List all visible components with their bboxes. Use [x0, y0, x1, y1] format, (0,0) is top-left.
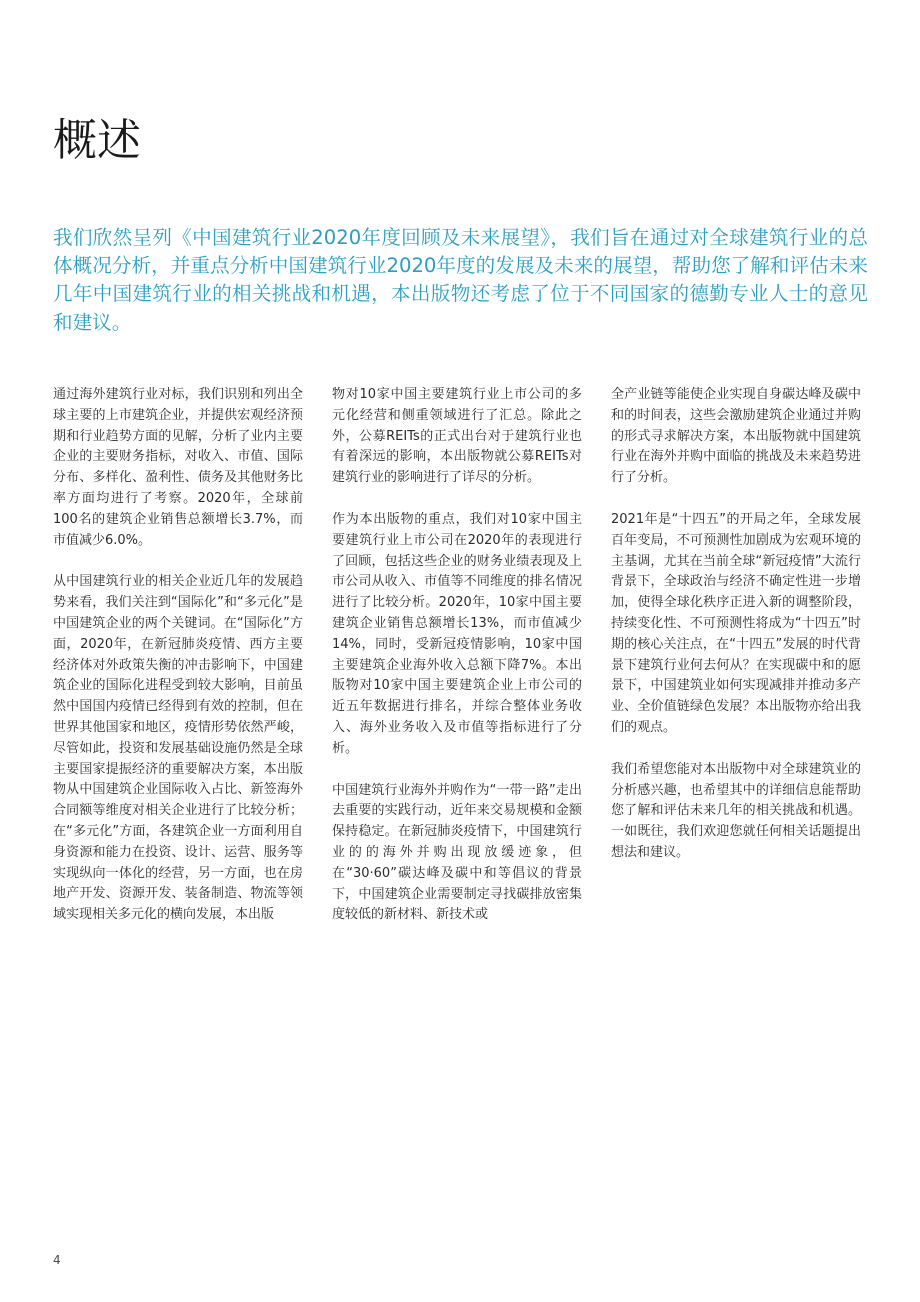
text-column-2: [332, 385, 582, 947]
body-paragraph: 通过海外建筑行业对标，我们识别和列出全球主要的上市建筑企业，并提供宏观经济预期和行业趋势方面的见解，分析了业内主要企业的主要财务指标，对收入、市值、国际分布、多样化、盈利性、债务及其他财务比率方面均进行了考察。2020年，全球前100名的建筑企业销售总额增长3.7%，而市值减少6.0%。: [53, 387, 303, 548]
page-number: 4: [53, 1253, 61, 1267]
body-paragraph: 2021年是“十四五”的开局之年，全球发展百年变局，不可预测性加剧成为宏观环境的主基调，尤其在当前全球“新冠疫情”大流行背景下，全球政治与经济不确定性进一步增加，使得全球化秩序正进入新的调整阶段，持续变化性、不可预测性将成为“十四五”时期的核心关注点，在“十四五”发展的时代背景下建筑行业何去何从？在实现碳中和的愿景下，中国建筑业如何实现减排并推动多产业、全价值链绿色发展？本出版物亦给出我们的观点。: [611, 511, 861, 735]
body-paragraph: 我们希望您能对本出版物中对全球建筑业的分析感兴趣，也希望其中的详细信息能帮助您了解和评估未来几年的相关挑战和机遇。一如既往，我们欢迎您就任何相关话题提出想法和建议。: [611, 761, 861, 860]
body-paragraph: 从中国建筑行业的相关企业近几年的发展趋势来看，我们关注到“国际化”和“多元化”是中国建筑企业的两个关键词。在“国际化”方面，2020年，在新冠肺炎疫情、西方主要经济体对外政策失衡的冲击影响下，中国建筑企业的国际化进程受到较大影响，目前虽然中国国内疫情已经得到有效的控制，但在世界其他国家和地区，疫情形势依然严峻，尽管如此，投资和发展基础设施仍然是全球主要国家提振经济的重要解决方案，本出版物从中国建筑企业国际收入占比、新签海外合同额等维度对相关企业进行了比较分析；在“多元化”方面，各建筑企业一方面利用自身资源和能力在投资、设计、运营、服务等实现纵向一体化的经营，另一方面，也在房地产开发、资源开发、装备制造、物流等领域实现相关多元化的横向发展，本出版: [53, 574, 303, 923]
body-paragraph: 物对10家中国主要建筑行业上市公司的多元化经营和侧重领域进行了汇总。除此之外，公募REITs的正式出台对于建筑行业也有着深远的影响，本出版物就公募REITs对建筑行业的影响进行了详尽的分析。: [332, 387, 582, 486]
intro-paragraph: 我们欣然呈列《中国建筑行业2020年度回顾及未来展望》，我们旨在通过对全球建筑行业的总体概况分析，并重点分析中国建筑行业2020年度的发展及未来的展望，帮助您了解和评估未来几年中国建筑行业的相关挑战和机遇，本出版物还考虑了位于不同国家的德勤专业人士的意见和建议。: [53, 226, 868, 334]
body-paragraph: 作为本出版物的重点，我们对10家中国主要建筑行业上市公司在2020年的表现进行了回顾，包括这些企业的财务业绩表现及上市公司从收入、市值等不同维度的排名情况进行了比较分析。2020年，10家中国主要建筑企业销售总额增长13%，而市值减少14%，同时，受新冠疫情影响，10家中国主要建筑企业海外收入总额下降7%。本出版物对10家中国主要建筑企业上市公司的近五年数据进行排名，并综合整体业务收入、海外业务收入及市值等指标进行了分析。: [332, 511, 582, 756]
body-paragraph: 中国建筑行业海外并购作为“一带一路”走出去重要的实践行动，近年来交易规模和金额保持稳定。在新冠肺炎疫情下，中国建筑行业的的海外并购出现放缓迹象，但在“30·60”碳达峰及碳中和等倡议的背景下，中国建筑企业需要制定寻找碳排放密集度较低的新材料、新技术或: [332, 782, 582, 923]
text-column-1: [53, 385, 303, 947]
page-title: 概述: [53, 115, 141, 166]
text-column-3: [611, 385, 861, 885]
body-paragraph: 全产业链等能使企业实现自身碳达峰及碳中和的时间表，这些会激励建筑企业通过并购的形式寻求解决方案，本出版物就中国建筑行业在海外并购中面临的挑战及未来趋势进行了分析。: [611, 387, 861, 486]
